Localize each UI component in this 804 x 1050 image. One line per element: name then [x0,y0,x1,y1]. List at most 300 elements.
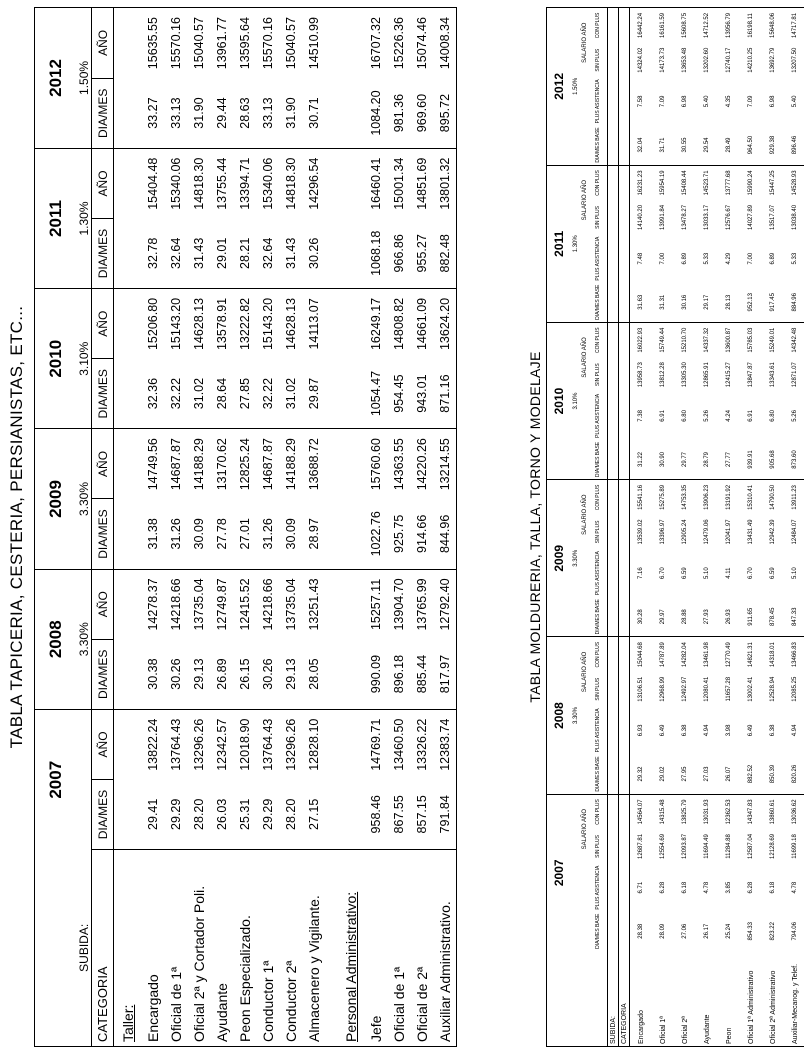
value-cell: 32.04 [630,125,653,165]
value-cell: 7.00 [660,252,666,265]
value-cell: 925.75 [387,499,410,569]
table-tapiceria-rotated [0,7,512,1047]
blank [580,864,589,951]
col-dia-mes-base: DIA/MES BASE [589,283,608,323]
col-salario: SALARIO AÑO [581,180,588,221]
value-cell: 27.03 [696,754,718,794]
value-cell: 14363.55 [391,438,406,491]
year-header: 2012 [547,8,571,165]
value-cell: 29.29 [256,780,279,850]
table-row [256,8,279,1046]
value-cell: 12362.53 [726,799,732,825]
table1-frame [34,7,457,1047]
year-row [547,8,571,1046]
value-cell: 29.02 [652,754,674,794]
value-cell: 5.33 [704,252,710,265]
value-cell: 13296.26 [191,718,206,771]
value-cell: 15226.36 [391,17,406,70]
subida-row [608,8,619,1046]
empty-cell [619,549,630,597]
value-cell: 14218.66 [168,578,183,631]
value-cell: 5.26 [704,410,710,422]
value-cell: 15040.57 [283,17,298,70]
category-name: Oficial 1ª Administrativo [747,970,755,1044]
year-header: 2009 [547,480,571,637]
value-cell: 33.13 [256,78,279,148]
value-cell: 5.40 [792,95,798,108]
value-cell: 15760.60 [368,438,383,491]
category-name: Almacenero y Vigilante. [305,895,322,1042]
value-cell: 13764.43 [168,718,183,771]
value-cell: 14628.13 [191,297,206,351]
empty-cell [337,289,364,359]
value-cell: 11699.18 [792,834,798,859]
spacer [325,148,337,218]
empty-cell [619,125,630,165]
value-cell: 27.93 [696,597,718,637]
value-cell: 31.43 [279,219,302,289]
value-cell: 14753.35 [682,484,688,510]
value-cell: 6.71 [638,881,644,894]
spacer [325,8,337,78]
value-cell: 15408.44 [682,170,688,196]
value-cell: 13692.79 [770,47,776,73]
pct-value: 1.30% [571,165,580,322]
value-cell: 14628.13 [283,297,298,351]
category-name: Encargado [144,974,161,1042]
subida-row [77,8,92,1046]
value-cell: 32.64 [164,219,187,289]
value-cell: 12018.90 [237,718,252,771]
value-cell: 16460.41 [368,157,383,210]
value-cell: 6.70 [660,567,666,579]
value-cell: 26.89 [210,639,233,709]
value-cell: 14818.30 [283,157,298,210]
value-cell: 14790.50 [770,484,776,510]
col-ano: AÑO [92,289,114,359]
value-cell: 4.24 [726,410,732,422]
value-cell: 7.38 [638,410,644,422]
value-cell: 29.32 [630,754,653,794]
value-cell: 32.22 [256,359,279,429]
value-cell: 817.97 [433,639,456,709]
value-cell: 12085.25 [792,676,798,702]
value-cell: 31.02 [279,359,302,429]
value-cell: 31.43 [187,219,210,289]
value-cell: 14808.82 [391,297,406,351]
value-cell: 13539.02 [638,519,644,545]
value-cell: 882.52 [740,754,762,794]
value-cell: 14787.89 [660,642,666,668]
value-cell: 14821.31 [748,642,754,668]
section-label [114,850,142,1046]
spacer [325,219,337,289]
col-dia-mes-base: DIA/MES BASE [589,754,608,794]
empty-cell [608,637,619,672]
value-cell: 30.26 [302,219,325,289]
value-cell: 15143.20 [168,297,183,351]
value-cell: 30.26 [256,639,279,709]
category-name: Auxiliar-Mecanog. y Telef. [791,963,799,1044]
value-cell: 884.96 [784,283,804,323]
value-cell: 27.95 [674,754,696,794]
value-cell: 6.28 [748,881,754,894]
col-con-plus: CON PLUS [589,637,608,672]
col-salario: SALARIO AÑO [581,651,588,693]
value-cell: 15404.48 [145,157,160,210]
empty-cell [608,77,619,125]
empty-cell [337,569,364,639]
empty-cell [619,864,630,912]
value-cell: 13326.22 [414,718,429,771]
value-cell: 16707.32 [368,17,383,70]
year-header: 2011 [547,165,571,322]
value-cell: 5.10 [792,567,798,579]
pct-row [571,8,580,1046]
empty-cell [619,597,630,637]
empty-cell [608,283,619,323]
category-name: Oficial 2ª Administrativo [769,970,777,1044]
pct-blank [571,951,580,1046]
col-salario: SALARIO AÑO [581,809,588,850]
col-dia-mes: DIA/MES [92,780,114,850]
empty-cell [114,8,142,78]
table-row [364,8,387,1046]
value-cell: 31.26 [164,499,187,569]
year-blank [35,850,77,1046]
value-cell: 15074.46 [414,17,429,70]
value-cell: 12587.04 [748,833,754,859]
empty-cell [619,357,630,392]
value-cell: 13765.99 [414,578,429,631]
value-cell: 15249.01 [770,327,776,353]
value-cell: 14218.66 [260,578,275,631]
value-cell: 14749.56 [145,438,160,491]
value-cell: 895.72 [433,78,456,148]
table-row [410,8,433,1046]
value-cell: 3.98 [726,724,732,737]
value-cell: 13002.41 [748,676,754,702]
value-cell: 13207.50 [792,47,798,73]
col-sin-plus: SIN PLUS [589,43,608,78]
value-cell: 29.44 [210,78,233,148]
empty-cell [608,392,619,440]
value-cell: 28.63 [233,78,256,148]
value-cell: 12080.41 [704,676,710,702]
empty-cell [114,499,142,569]
col-salario: SALARIO AÑO [581,337,588,378]
value-cell: 27.15 [302,780,325,850]
col-con-plus: CON PLUS [589,165,608,200]
value-cell: 29.01 [210,219,233,289]
value-cell: 14769.71 [368,718,383,771]
col-con-plus: CON PLUS [589,322,608,357]
empty-cell [619,322,630,357]
empty-cell [114,429,142,499]
value-cell: 6.93 [638,724,644,737]
value-cell: 13170.62 [214,438,229,491]
value-cell: 12479.06 [704,519,710,545]
value-cell: 28.09 [660,923,666,939]
value-cell: 7.00 [748,252,754,265]
category-name: Conductor 2ª [282,960,299,1042]
value-cell: 14523.71 [704,170,710,196]
value-cell: 823.22 [770,922,776,941]
value-cell: 15954.19 [660,170,666,196]
table1-title: TABLA TAPICERIA, CESTERIA, PERSIANISTAS, ETC... [7,305,26,749]
empty-cell [337,499,364,569]
value-cell: 30.55 [674,125,696,165]
category-name: Oficial 1ª [659,1016,667,1044]
value-cell: 27.77 [718,440,740,480]
value-cell: 27.06 [682,923,688,939]
value-cell: 15541.16 [638,484,644,510]
category-name: Conductor 1ª [259,960,276,1042]
section-label-text: Personal Administrativo: [342,891,359,1042]
value-cell: 30.16 [674,283,696,323]
category-row [619,8,630,1046]
value-cell: 4.78 [704,881,710,894]
value-cell: 15044.68 [638,642,644,668]
col-sin-plus: SIN PLUS [589,515,608,550]
spacer [325,78,337,148]
empty-cell [608,912,619,951]
value-cell: 28.88 [674,597,696,637]
col-sin-plus: SIN PLUS [589,829,608,864]
value-cell: 29.13 [187,639,210,709]
empty-cell [337,359,364,429]
subida-label: SUBIDA: [608,951,619,1046]
empty-cell [114,709,142,779]
value-cell: 25.31 [233,780,256,850]
table-row [433,8,456,1046]
value-cell: 6.91 [748,410,754,422]
year-header: 2012 [35,8,77,148]
value-cell: 14851.69 [414,157,429,210]
blank [580,549,589,637]
value-cell: 31.26 [256,499,279,569]
value-cell: 13431.49 [748,519,754,545]
value-cell: 1054.47 [364,359,387,429]
value-cell: 12749.87 [214,578,229,631]
table2-title: TABLA MOLDURERIA, TALLA, TORNO Y MODELAJE [527,351,543,703]
value-cell: 917.45 [762,283,784,323]
value-cell: 12968.99 [660,676,666,702]
value-cell: 29.97 [652,597,674,637]
value-cell: 5.33 [792,252,798,265]
value-cell: 12415.52 [237,578,252,631]
header-row [589,8,608,1046]
year-header: 2008 [547,637,571,794]
table-row [652,8,674,1046]
col-dia-mes-base: DIA/MES BASE [589,912,608,951]
pct-value [571,794,580,951]
value-cell: 26.07 [718,754,740,794]
value-cell: 30.26 [164,639,187,709]
value-cell: 12415.27 [726,362,732,388]
value-cell: 13031.93 [704,799,710,825]
value-cell: 13735.04 [283,578,298,631]
value-cell: 31.71 [652,125,674,165]
table-row [718,8,740,1046]
col-plus: PLUS ASISTENCIA [589,864,608,912]
empty-cell [608,165,619,200]
value-cell: 12770.49 [726,642,732,668]
table-row [674,8,696,1046]
value-cell: 4.29 [726,252,732,265]
empty-cell [337,8,364,78]
subida-value: 1.30% [77,148,92,288]
value-cell: 857.15 [410,780,433,850]
value-cell: 26.03 [210,780,233,850]
value-cell: 5.40 [704,95,710,108]
value-cell: 6.98 [682,95,688,108]
value-cell: 13595.64 [237,17,252,70]
value-cell: 13461.98 [704,642,710,668]
value-cell: 13653.48 [682,47,688,73]
value-cell: 878.45 [762,597,784,637]
value-cell: 14661.09 [414,297,429,351]
value-cell: 12342.57 [214,718,229,771]
empty-cell [337,639,364,709]
table-row [387,8,410,1046]
value-cell: 33.13 [164,78,187,148]
value-cell: 12576.67 [726,204,732,230]
empty-cell [619,200,630,235]
empty-cell [619,515,630,550]
value-cell: 16442.24 [638,12,644,38]
value-cell: 25.24 [726,923,732,939]
value-cell: 15447.25 [770,170,776,196]
value-cell: 6.18 [770,881,776,894]
value-cell: 13036.62 [792,799,798,825]
pct-value: 3.10% [571,322,580,479]
category-name: Peon [725,1027,733,1044]
col-salario: SALARIO AÑO [581,494,588,535]
empty-cell [608,8,619,43]
empty-cell [619,283,630,323]
value-cell: 12041.97 [726,519,732,545]
empty-cell [608,200,619,235]
value-cell: 30.71 [302,78,325,148]
value-cell: 13735.04 [191,578,206,631]
value-cell: 13251.43 [306,578,321,631]
value-cell: 31.63 [630,283,653,323]
category-name: Ayudante [213,983,230,1042]
spacer [325,639,337,709]
pct-value: 3.30% [571,480,580,637]
value-cell: 31.38 [141,499,164,569]
year-header: 2010 [547,322,571,479]
value-cell: 12865.91 [704,362,710,388]
empty-cell [608,440,619,480]
value-cell: 1068.18 [364,219,387,289]
value-cell: 28.05 [302,639,325,709]
empty-cell [608,864,619,912]
value-cell: 5.26 [792,410,798,422]
value-cell: 31.90 [187,78,210,148]
value-cell: 12825.24 [237,438,252,491]
table2 [547,8,804,1046]
empty-cell [337,148,364,218]
value-cell: 13801.32 [437,157,452,210]
value-cell: 29.13 [279,639,302,709]
value-cell: 32.36 [141,359,164,429]
value-cell: 4.94 [704,724,710,737]
col-dia-mes-base: DIA/MES BASE [589,125,608,165]
value-cell: 13460.50 [391,718,406,771]
value-cell: 15648.06 [770,12,776,38]
value-cell: 7.16 [638,567,644,579]
value-cell: 14315.48 [660,799,666,825]
spacer [325,709,337,779]
section-label-text: Taller: [119,1004,136,1042]
empty-cell [608,672,619,707]
salario-row [580,8,589,1046]
value-cell: 12828.10 [306,718,321,771]
category-name: Oficial de 1ª [167,966,184,1042]
value-cell: 28.38 [638,923,644,939]
empty-cell [619,440,630,480]
value-cell: 966.86 [387,219,410,289]
empty-cell [608,829,619,864]
empty-cell [619,637,630,672]
value-cell: 29.41 [141,780,164,850]
empty-cell [608,706,619,754]
empty-cell [337,78,364,148]
col-dia-mes: DIA/MES [92,359,114,429]
year-blank [547,951,571,1046]
value-cell: 13956.79 [726,12,732,38]
empty-cell [619,829,630,864]
value-cell: 844.96 [433,499,456,569]
value-cell: 29.77 [674,440,696,480]
category-name: Peon Especializado. [236,915,253,1042]
category-name: Oficial de 2ª [413,966,430,1042]
value-cell: 15990.24 [748,170,754,196]
value-cell: 14140.20 [638,204,644,230]
pct-value: 3.30% [571,637,580,794]
value-cell: 13812.28 [660,362,666,388]
value-cell: 15635.55 [145,17,160,70]
value-cell: 12871.07 [792,362,798,388]
value-cell: 896.18 [387,639,410,709]
empty-cell [619,706,630,754]
value-cell: 30.09 [187,499,210,569]
value-cell: 6.28 [660,881,666,894]
year-header: 2007 [552,859,566,887]
value-cell: 28.20 [187,780,210,850]
year-header: 2010 [35,289,77,429]
col-ano: AÑO [92,709,114,779]
category-name: Oficial 2ª y Cortador Poli. [190,885,207,1042]
subida-value [77,709,92,849]
value-cell: 13517.07 [770,204,776,230]
category-name: Ayudante [703,1014,711,1044]
value-cell: 28.97 [302,499,325,569]
value-cell: 12128.69 [770,833,776,859]
value-cell: 14528.93 [792,170,798,196]
value-cell: 13847.87 [748,362,754,388]
value-cell: 15570.16 [168,17,183,70]
table-row [141,8,164,1046]
value-cell: 6.98 [770,95,776,108]
value-cell: 15206.80 [145,297,160,351]
spacer [325,780,337,850]
empty-cell [619,235,630,283]
value-cell: 14318.01 [770,642,776,668]
year-header: 2011 [35,148,77,288]
